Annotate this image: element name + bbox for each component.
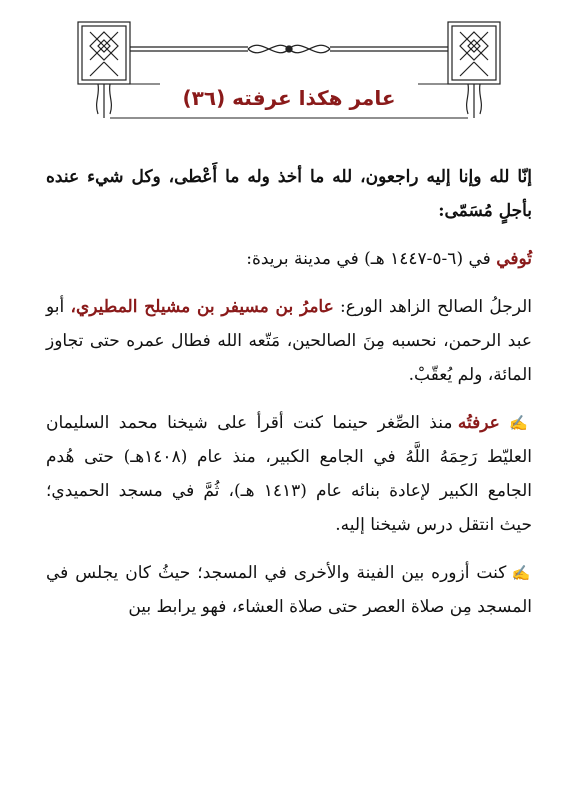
pen-icon: ✍ xyxy=(511,564,532,582)
paragraph-text: الرجلُ الصالح الزاهد الورع: xyxy=(333,297,533,317)
left-frame-ornament xyxy=(78,22,130,118)
paragraph-1: إنّا لله وإنا إليه راجعون، لله ما أخذ وله ما أَعْطى، وكل شيء عنده بأجلٍ مُسَمّى: xyxy=(46,167,532,221)
person-name: عامرُ بن مسيفر بن مشيلح المطيري، xyxy=(70,297,334,317)
page-title: عامر هكذا عرفته (٣٦) xyxy=(182,86,396,110)
paragraph-4 xyxy=(46,406,532,542)
paragraph-2 xyxy=(46,242,532,276)
highlight-text: عرفتُه xyxy=(457,413,500,433)
paragraph-5 xyxy=(46,556,532,624)
pen-icon: ✍ xyxy=(509,414,532,432)
paragraph-text: كنت أزوره بين الفينة والأخرى في المسجد؛ حيثُ كان يجلس في المسجد مِن صلاة العصر حتى صلاة العشاء، فهو يرابط بين xyxy=(46,563,532,617)
highlight-text: تُوفي xyxy=(496,249,532,269)
paragraph-text: في (٦-٥-١٤٤٧ هـ) في مدينة بريدة: xyxy=(246,249,497,269)
body-text xyxy=(46,160,532,638)
paragraph-text: أبو عبد الرحمن، نحسبه مِنَ الصالحين، مَتّعه الله فطال عمره حتى تجاوز المائة، ولم يُعقّبْ. xyxy=(46,297,532,385)
center-knot-icon xyxy=(248,45,330,53)
right-frame-ornament xyxy=(448,22,500,118)
paragraph-3 xyxy=(46,290,532,392)
paragraph-text: منذ الصِّغر حينما كنت أقرأ على شيخنا محمد السليمان العليّط رَحِمَهُ اللَّهُ في الجامع الكبير، منذ عام (١٤٠٨هـ) حتى هُدم الجامع الكبير لإعادة بنائه عام (١٤١٣ هـ)، ثُمَّ في مسجد الحميدي؛ حيث انتقل درس شيخنا إليه. xyxy=(46,413,533,535)
header-ornament xyxy=(0,0,578,130)
